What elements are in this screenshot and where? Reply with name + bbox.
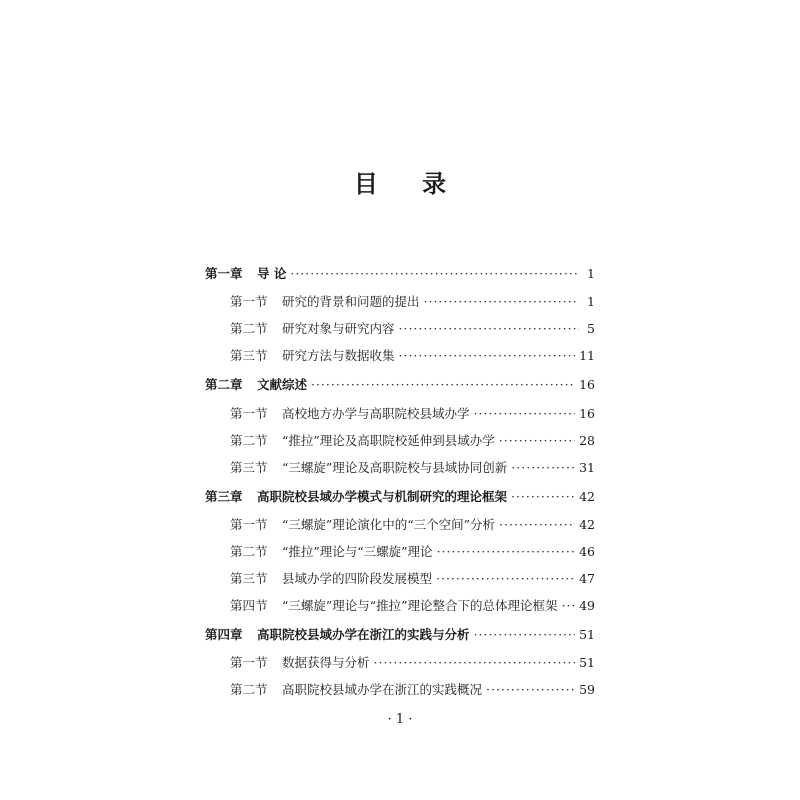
toc-page-number: 42 xyxy=(579,517,595,532)
dot-leader xyxy=(399,319,579,339)
toc-title: “三螺旋”理论及高职院校与县域协同创新 xyxy=(282,460,508,475)
toc-page-number: 42 xyxy=(579,489,595,504)
toc-page-number: 47 xyxy=(579,571,595,586)
toc-entry-chapter[interactable] xyxy=(205,487,595,507)
toc-label: 第二节 xyxy=(230,433,268,448)
toc-entry-chapter[interactable] xyxy=(205,264,595,284)
toc-entry-section[interactable] xyxy=(230,319,595,339)
toc-label: 第三节 xyxy=(230,348,268,363)
toc-label: 第一节 xyxy=(230,517,268,532)
dot-leader xyxy=(374,653,576,673)
toc-label: 第三节 xyxy=(230,460,268,475)
toc-entry-section[interactable] xyxy=(230,680,595,700)
toc-title: 研究方法与数据收集 xyxy=(282,348,395,363)
toc-entry-section[interactable] xyxy=(230,404,595,424)
dot-leader xyxy=(290,264,579,284)
toc-label: 第二节 xyxy=(230,544,268,559)
toc-label: 第一章 xyxy=(205,266,243,281)
toc-label: 第一节 xyxy=(230,294,268,309)
toc-entry-section[interactable] xyxy=(230,458,595,478)
toc-title: 高职院校县域办学在浙江的实践概况 xyxy=(282,682,483,697)
toc-entry-chapter[interactable] xyxy=(205,625,595,645)
toc-page-number: 11 xyxy=(579,348,595,363)
toc-entry-section[interactable] xyxy=(230,569,595,589)
toc-title: 高校地方办学与高职院校县域办学 xyxy=(282,406,470,421)
toc-page-number: 46 xyxy=(579,544,595,559)
dot-leader xyxy=(486,680,575,700)
toc-title: 高职院校县域办学模式与机制研究的理论框架 xyxy=(257,489,508,504)
toc-title: 高职院校县域办学在浙江的实践与分析 xyxy=(257,627,470,642)
toc-label: 第二章 xyxy=(205,377,243,392)
toc-label: 第四章 xyxy=(205,627,243,642)
toc-entry-section[interactable] xyxy=(230,542,595,562)
toc-entry-section[interactable] xyxy=(230,346,595,366)
toc-label: 第三章 xyxy=(205,489,243,504)
toc-label: 第二节 xyxy=(230,682,268,697)
dot-leader xyxy=(511,487,575,507)
toc-entry-chapter[interactable] xyxy=(205,375,595,395)
dot-leader xyxy=(437,542,576,562)
toc-label: 第三节 xyxy=(230,571,268,586)
toc-label: 第二节 xyxy=(230,321,268,336)
dot-leader xyxy=(499,515,575,535)
toc-title: “三螺旋”理论演化中的“三个空间”分析 xyxy=(282,517,496,532)
toc-label: 第一节 xyxy=(230,655,268,670)
dot-leader xyxy=(311,375,575,395)
toc-title: “推拉”理论及高职院校延伸到县域办学 xyxy=(282,433,495,448)
toc-page-number: 5 xyxy=(587,321,595,336)
toc-entry-section[interactable] xyxy=(230,596,595,616)
toc-label: 第一节 xyxy=(230,406,268,421)
dot-leader xyxy=(436,569,575,589)
toc-page-number: 28 xyxy=(579,433,595,448)
toc-title: 研究的背景和问题的提出 xyxy=(282,294,420,309)
toc-title: 文献综述 xyxy=(257,377,308,392)
dot-leader xyxy=(474,625,576,645)
toc-label: 第四节 xyxy=(230,598,268,613)
toc-page-number: 51 xyxy=(579,627,595,642)
toc-title: 研究对象与研究内容 xyxy=(282,321,395,336)
dot-leader xyxy=(499,431,575,451)
page-title: 目 录 xyxy=(353,169,465,198)
dot-leader xyxy=(474,404,576,424)
toc-page-number: 59 xyxy=(579,682,595,697)
toc-page-number: 16 xyxy=(579,406,595,421)
toc-page-number: 16 xyxy=(579,377,595,392)
toc-title: “推拉”理论与“三螺旋”理论 xyxy=(282,544,433,559)
toc-entry-section[interactable] xyxy=(230,292,595,312)
toc-page-number: 49 xyxy=(579,598,595,613)
toc-title: 县域办学的四阶段发展模型 xyxy=(282,571,433,586)
dot-leader xyxy=(399,346,576,366)
toc-page-number: 1 xyxy=(587,294,595,309)
toc-page-number: 31 xyxy=(579,460,595,475)
toc-title: 数据获得与分析 xyxy=(282,655,370,670)
toc-page-number: 51 xyxy=(579,655,595,670)
page-footer-number: · 1 · xyxy=(387,712,413,727)
toc-entry-section[interactable] xyxy=(230,653,595,673)
toc-page-number: 1 xyxy=(587,266,595,281)
toc-title: 导 论 xyxy=(257,266,287,281)
toc-entry-section[interactable] xyxy=(230,515,595,535)
toc-entry-section[interactable] xyxy=(230,431,595,451)
dot-leader xyxy=(511,458,575,478)
toc-title: “三螺旋”理论与“推拉”理论整合下的总体理论框架 xyxy=(282,598,558,613)
dot-leader xyxy=(562,596,576,616)
dot-leader xyxy=(424,292,579,312)
